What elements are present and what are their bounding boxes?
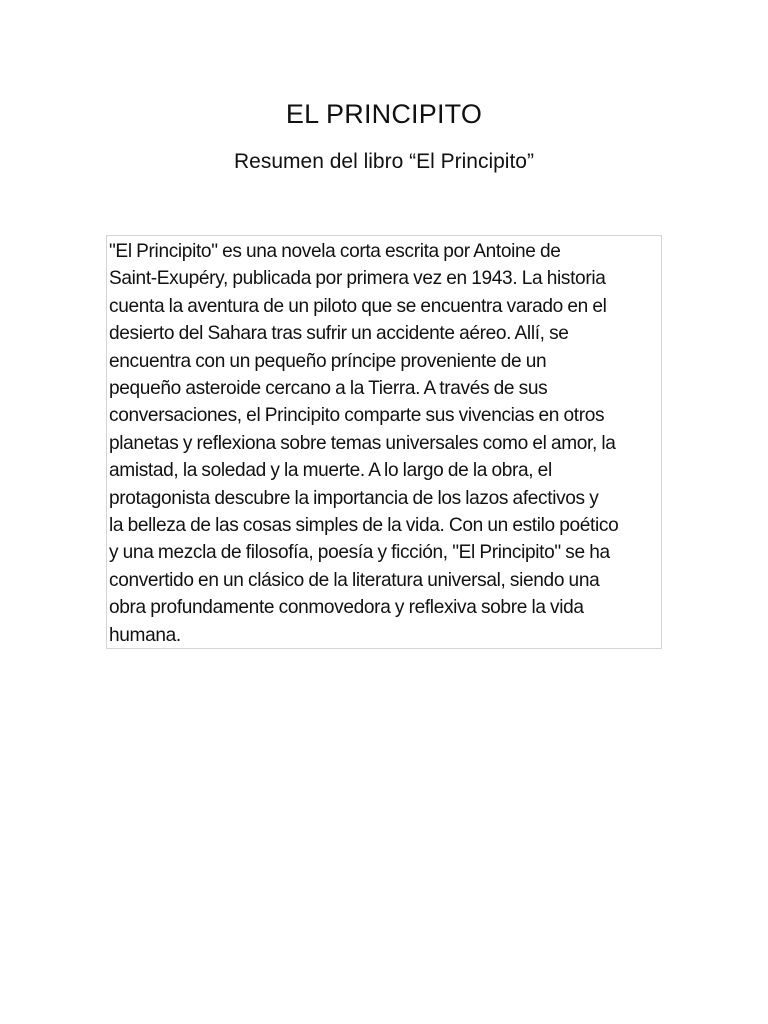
summary-line: "El Principito" es una novela corta escrita por Antoine de [109,241,561,262]
summary-line: protagonista descubre la importancia de los lazos afectivos y [109,487,599,509]
summary-line: conversaciones, el Principito comparte sus vivencias en otros [109,405,605,427]
summary-line: desierto del Sahara tras sufrir un accidente aéreo. Allí, se [109,323,569,345]
summary-line: la belleza de las cosas simples de la vida. Con un estilo poético [109,515,619,537]
summary-line: amistad, la soledad y la muerte. A lo largo de la obra, el [109,460,552,482]
summary-paragraph [109,238,661,649]
summary-line: obra profundamente conmovedora y reflexiva sobre la vida [109,597,584,619]
summary-line: cuenta la aventura de un piloto que se encuentra varado en el [109,295,607,317]
summary-text-box [106,235,662,649]
summary-line: y una mezcla de filosofía, poesía y ficción, "El Principito" se ha [109,542,610,564]
summary-line: humana. [109,624,181,646]
summary-line: convertido en un clásico de la literatura universal, siendo una [109,569,600,591]
summary-line: pequeño asteroide cercano a la Tierra. A través de sus [109,378,548,400]
summary-line: Saint-Exupéry, publicada por primera vez en 1943. La historia [109,268,606,290]
summary-line: planetas y reflexiona sobre temas universales como el amor, la [109,432,616,454]
document-subtitle: Resumen del libro “El Principito” [234,150,534,173]
summary-line: encuentra con un pequeño príncipe proveniente de un [109,350,547,372]
document-title: EL PRINCIPITO [285,99,483,129]
